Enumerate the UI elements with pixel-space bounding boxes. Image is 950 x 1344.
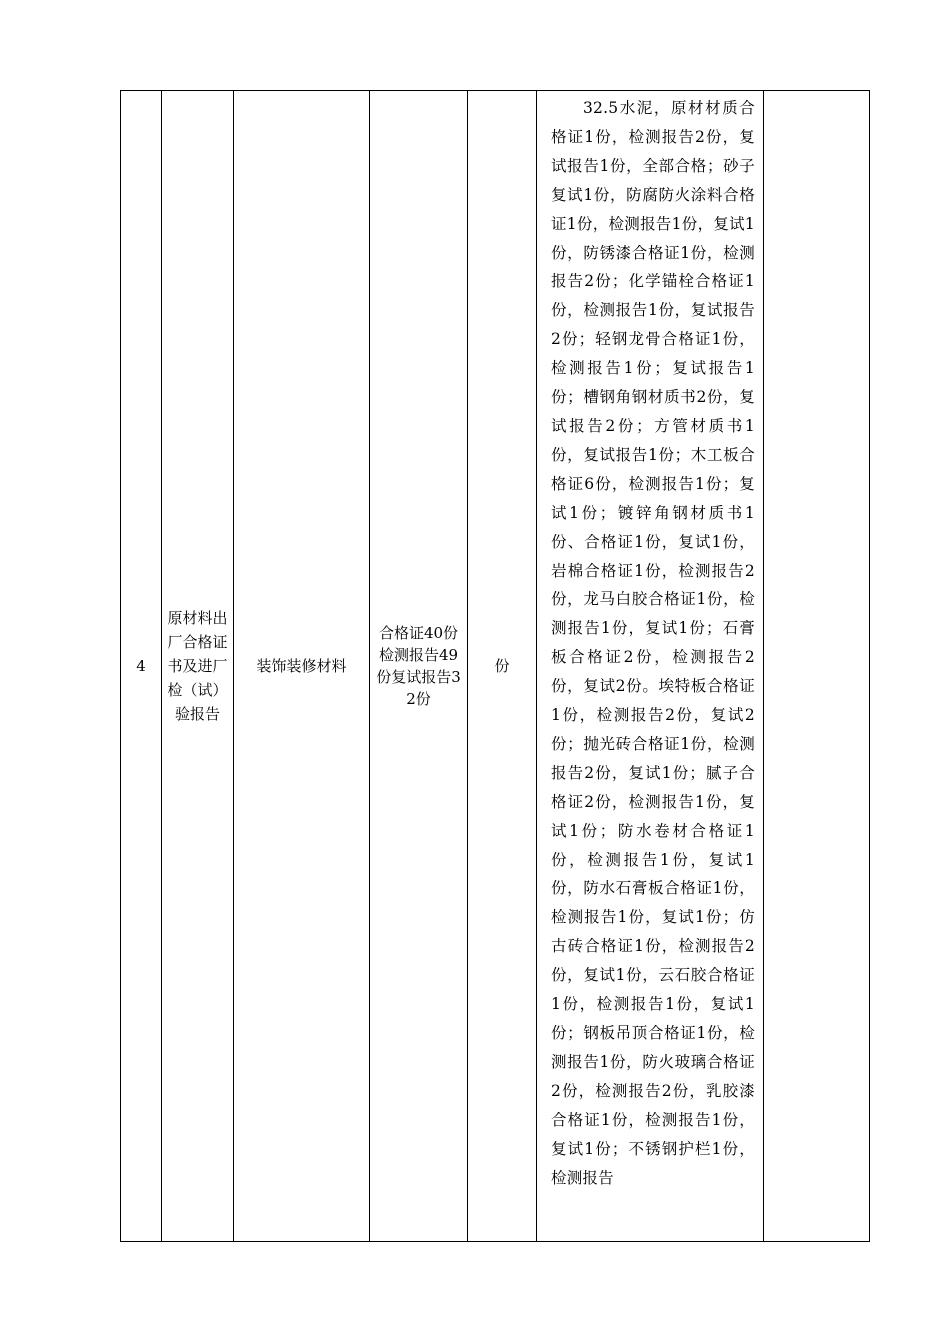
description-text: 32.5水泥，原材材质合格证1份，检测报告2份，复试报告1份，全部合格；砂子复试1份，防腐防火涂料合格证1份，检测报告1份，复试1份，防锈漆合格证1份，检测报告2份；化学锚栓合格证1份，检测报告1份，复试报告2份；轻钢龙骨合格证1份，检测报告1份；复试报告1份；槽钢角钢材质书2份，复试报告2份；方管材质书1份，复试报告1份；木工板合格证6份，检测报告1份；复试1份；镀锌角钢材质书1份、合格证1份，复试1份，岩棉合格证1份，检测报告2份，龙马白胶合格证1份，检测报告1份，复试1份；石膏板合格证2份，检测报告2份，复试2份。埃特板合格证1份，检测报告2份，复试2份；抛光砖合格证1份，检测报告2份，复试1份；腻子合格证2份，检测报告1份，复试1份；防水卷材合格证1份，检测报告1份，复试1份，防水石膏板合格证1份，检测报告1份，复试1份；仿古砖合格证1份，检测报告2份，复试1份，云石胶合格证1份，检测报告1份，复试1份；钢板吊顶合格证1份，检测报告1份，防火玻璃合格证2份，检测报告2份，乳胶漆合格证1份，检测报告1份，复试1份；不锈钢护栏1份，检测报告	[551, 99, 755, 1187]
row-index-cell	[121, 91, 162, 1242]
category-text: 原材料出厂合格证书及进厂检（试）验报告	[167, 609, 228, 723]
category-cell	[162, 91, 234, 1242]
description-cell	[537, 91, 764, 1242]
row-index: 4	[136, 657, 146, 675]
unit-cell	[468, 91, 537, 1242]
quantity-cell	[370, 91, 468, 1242]
item-name-cell	[234, 91, 370, 1242]
unit-text: 份	[494, 657, 510, 675]
table-row	[121, 91, 870, 1242]
item-name: 装饰装修材料	[256, 657, 347, 675]
material-record-table	[120, 90, 870, 1242]
quantity-text: 合格证40份检测报告49份复试报告32份	[376, 623, 461, 708]
remark-cell	[764, 91, 870, 1242]
